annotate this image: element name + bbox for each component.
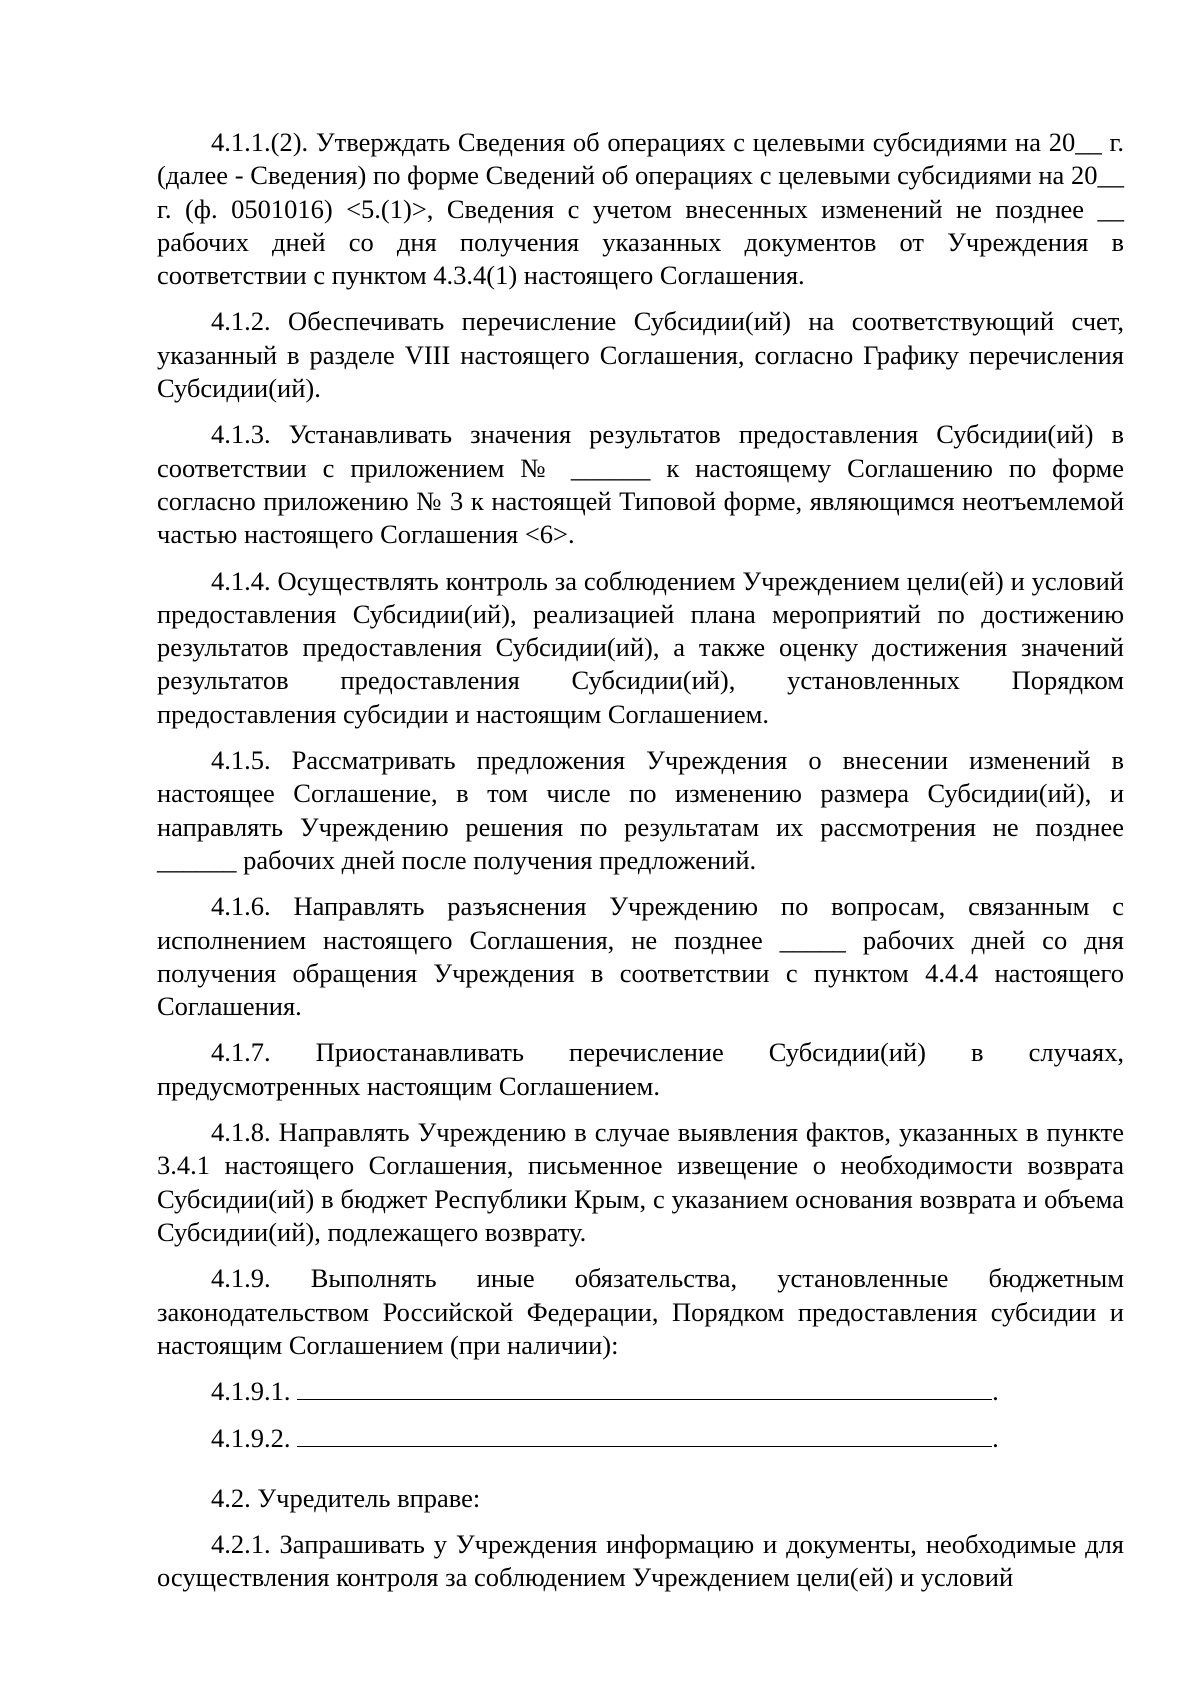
fill-item-label: 4.1.9.2.: [211, 1423, 291, 1454]
paragraph-4-1-2: 4.1.2. Обеспечивать перечисление Субсидии(ий) на соответствующий счет, указанный в разделе VIII настоящего Соглашения, согласно Графику перечисления Субсидии(ий).: [157, 306, 1124, 404]
blank-fill-line: [297, 1375, 992, 1400]
paragraph-4-2: 4.2. Учредитель вправе:: [211, 1482, 481, 1513]
paragraph-4-1-4: 4.1.4. Осуществлять контроль за соблюдением Учреждением цели(ей) и условий предоставления Субсидии(ий), реализацией плана мероприятий по достижению результатов предоставления Субсидии(ий), а также оценку достижения значений результатов предоставления Субсидии(ий), установленных Порядком предоставления субсидии и настоящим Соглашением.: [157, 565, 1124, 729]
paragraph-4-1-7: 4.1.7. Приостанавливать перечисление Субсидии(ий) в случаях, предусмотренных настоящим Соглашением.: [157, 1037, 1124, 1101]
fill-item-end: .: [992, 1376, 999, 1407]
paragraph-4-1-1-2: 4.1.1.(2). Утверждать Сведения об операциях с целевыми субсидиями на 20__ г. (далее - Сведения) по форме Сведений об операциях с целевыми субсидиями на 20__ г. (ф. 0501016) <5.(1)>, Сведения с учетом внесенных изменений не позднее __ рабочих дней со дня получения указанных документов от Учреждения в соответствии с пунктом 4.3.4(1) настоящего Соглашения.: [157, 127, 1124, 291]
paragraph-4-1-5: 4.1.5. Рассматривать предложения Учреждения о внесении изменений в настоящее Соглашение, в том числе по изменению размера Субсидии(ий), и направлять Учреждению решения по результатам их рассмотрения не позднее ______ рабочих дней после получения предложений.: [157, 745, 1124, 875]
paragraph-4-1-9: 4.1.9. Выполнять иные обязательства, установленные бюджетным законодательством Российской Федерации, Порядком предоставления субсидии и настоящим Соглашением (при наличии):: [157, 1263, 1124, 1360]
paragraph-4-2-1: 4.2.1. Запрашивать у Учреждения информацию и документы, необходимые для осуществления контроля за соблюдением Учреждением цели(ей) и условий: [157, 1528, 1124, 1593]
blank-fill-line: [297, 1422, 992, 1447]
fill-item-4-1-9-1: [157, 1375, 1124, 1408]
fill-item-end: .: [992, 1423, 999, 1454]
paragraph-4-1-6: 4.1.6. Направлять разъяснения Учреждению по вопросам, связанным с исполнением настоящего Соглашения, не позднее _____ рабочих дней со дня получения обращения Учреждения в соответствии с пунктом 4.4.4 настоящего Соглашения.: [157, 891, 1124, 1022]
paragraph-4-1-8: 4.1.8. Направлять Учреждению в случае выявления фактов, указанных в пункте 3.4.1 настоящего Соглашения, письменное извещение о необходимости возврата Субсидии(ий) в бюджет Республики Крым, с указанием основания возврата и объема Субсидии(ий), подлежащего возврату.: [157, 1117, 1124, 1247]
fill-item-4-1-9-2: [157, 1422, 1124, 1455]
fill-item-label: 4.1.9.1.: [211, 1376, 291, 1407]
paragraph-4-1-3: 4.1.3. Устанавливать значения результатов предоставления Субсидии(ий) в соответствии с приложением № ______ к настоящему Соглашению по форме согласно приложению № 3 к настоящей Типовой форме, являющимся неотъемлемой частью настоящего Соглашения <6>.: [157, 419, 1124, 550]
document-body: [157, 126, 1124, 1595]
